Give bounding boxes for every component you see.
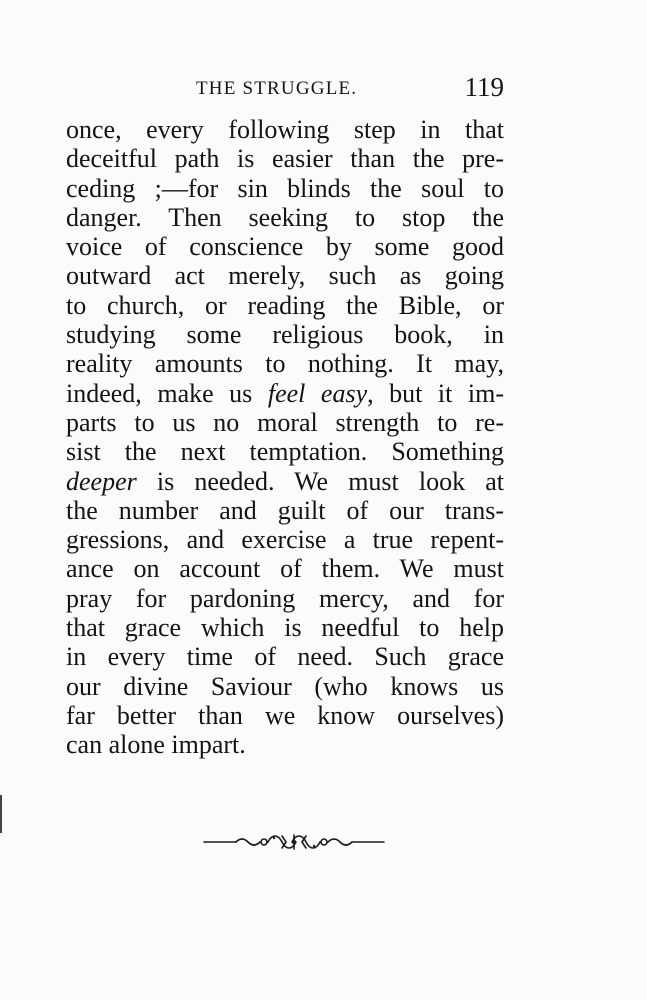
text-line [66,701,504,730]
text-line [66,291,504,320]
text-line [66,261,504,290]
page-number: 119 [464,72,504,102]
text-line [66,320,504,349]
page-edge-mark [0,795,2,833]
italic-emphasis: deeper [66,466,137,496]
text-line [66,642,504,671]
text-line [66,115,504,144]
text-run: deceitful path is easier than the pre- [66,144,504,174]
text-line [66,144,504,173]
text-run: danger. Then seeking to stop the [66,202,504,232]
text-line [66,672,504,701]
text-run: can alone impart. [66,730,246,760]
text-run: sist the next temptation. Something [66,437,504,467]
text-run: reality amounts to nothing. It may, [66,349,504,379]
text-line [66,613,504,642]
text-line [66,349,504,378]
running-head [66,72,504,106]
text-run: far better than we know ourselves) [66,700,504,730]
text-line [66,174,504,203]
text-run: studying some religious book, in [66,320,504,350]
text-line [66,379,504,408]
text-line [66,408,504,437]
text-run: ceding ;—for sin blinds the soul to [66,173,504,203]
body-paragraph [66,115,504,760]
text-run: , but it im- [367,378,504,408]
text-run: voice of conscience by some good [66,232,504,262]
italic-emphasis: feel easy [267,378,368,408]
text-run: that grace which is needful to help [66,613,504,643]
text-run: ance on account of them. We must [66,554,504,584]
text-line [66,232,504,261]
text-run: parts to us no moral strength to re- [66,407,504,437]
text-line [66,437,504,466]
text-line [66,525,504,554]
text-run: to church, or reading the Bible, or [66,290,504,320]
text-run: pray for pardoning mercy, and for [66,583,504,613]
text-run: the number and guilt of our trans- [66,495,504,525]
text-line [66,584,504,613]
text-run: once, every following step in that [66,115,504,144]
text-line [66,730,504,759]
running-head-title: THE STRUGGLE. [196,78,358,99]
text-run: in every time of need. Such grace [66,642,504,672]
text-run: outward act merely, such as going [66,261,504,291]
text-run: our divine Saviour (who knows us [66,671,504,701]
text-run: indeed, make us [66,378,268,408]
ornamental-divider-icon [202,832,386,852]
text-run: is needed. We must look at [136,466,504,496]
text-line [66,496,504,525]
text-line [66,467,504,496]
text-line [66,554,504,583]
text-line [66,203,504,232]
text-run: gressions, and exercise a true repent- [66,525,504,555]
